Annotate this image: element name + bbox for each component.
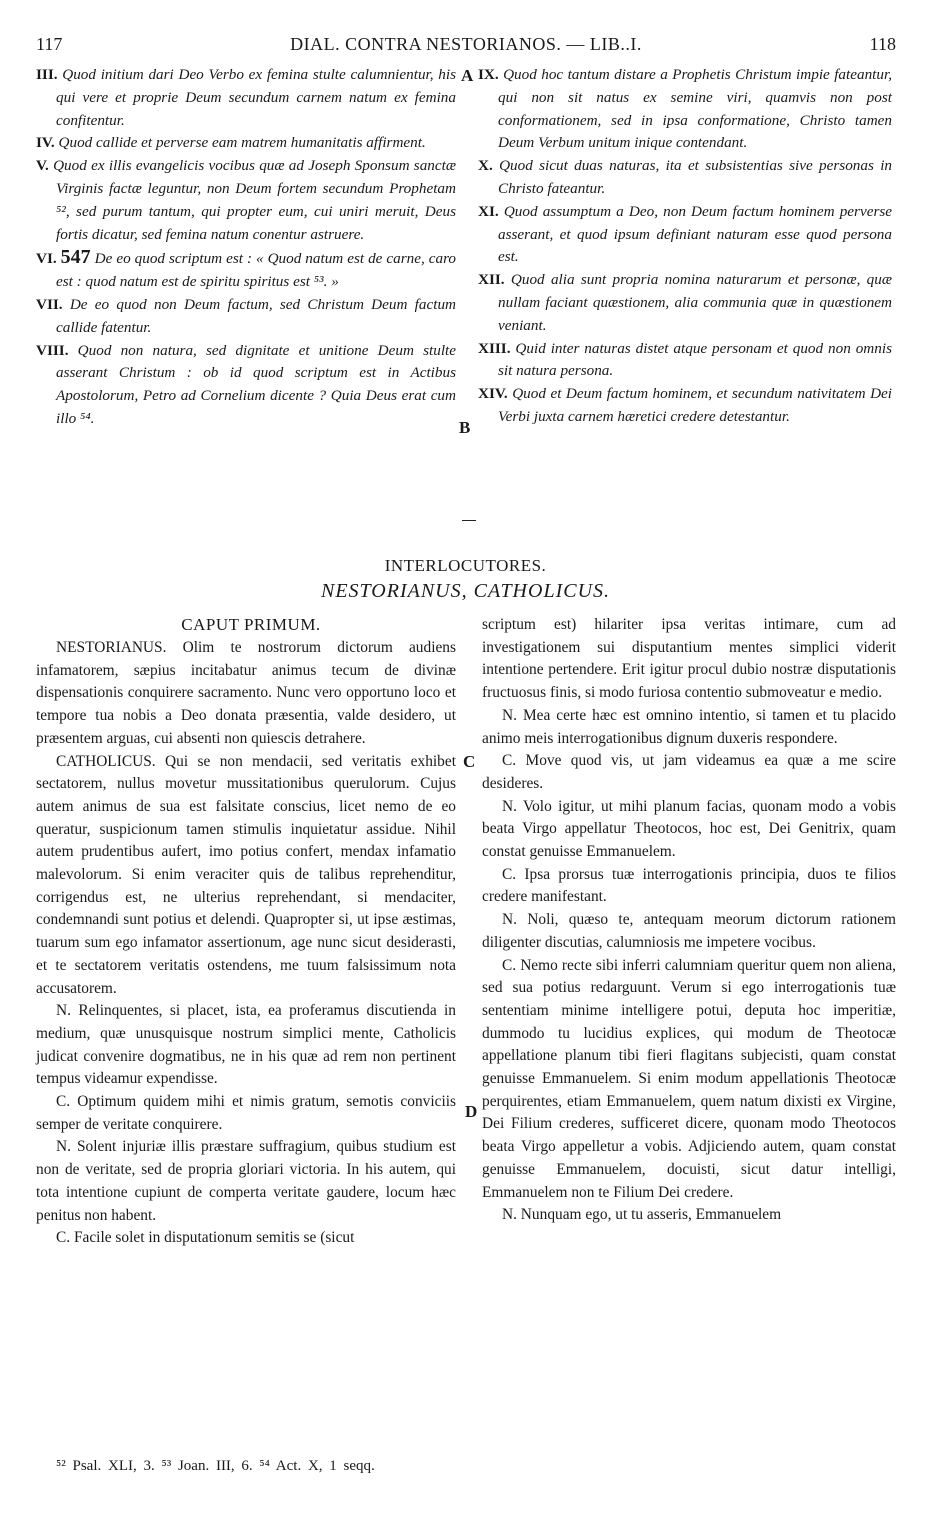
dialogue-paragraph: scriptum est) hilariter ipsa veritas intimare, cum ad investigationem sui disputantium mentes simplici viderit intentione pertendere. Erit igitur procul dubio nostræ disputationis fructuosus finis, si modo furiosa contentio submoveatur e medio. (482, 616, 896, 702)
margin-letter-c: C (463, 752, 476, 771)
chapter-entry (478, 64, 892, 155)
chapter-text: De eo quod non Deum factum, sed Christum Deum factum callide fatentur. (56, 295, 457, 336)
chapter-number: IV. (36, 134, 55, 152)
margin-letter-d: D (465, 1102, 478, 1121)
chapter-text: Quod sicut duas naturas, ita et subsistentias sive personas in Christo fateantur. (498, 157, 893, 197)
chapter-entry (478, 201, 892, 269)
chapter-entry (36, 340, 456, 431)
chapter-text: Quod hoc tantum distare a Prophetis Christum impie fateantur, qui non sit natus ex semine viri, quamvis non post conformationem, sed in ipsa conformatione, Christo tamen Deum Verbum unitum inique contendant. (498, 66, 892, 152)
dialogue-paragraph: C. Move quod vis, ut jam videamus ea quæ a me scire desideres. (482, 752, 896, 792)
chapter-entry (36, 246, 456, 294)
chapter-entry (36, 155, 456, 246)
page-number-left: 117 (36, 34, 63, 54)
chapter-number: VI. (36, 250, 57, 268)
dialogue-paragraph: N. Solent injuriæ illis præstare suffragium, quibus studium est non de veritate, sed de propria gloriari victoria. In his autem, qui tota intentione cupiunt de comperta veritate gaudere, locum hæc penitus non habent. (36, 1138, 456, 1224)
chapter-number: III. (36, 66, 58, 83)
chapter-number: XI. (478, 202, 499, 220)
chapter-entry (478, 383, 892, 429)
chapter-entry (478, 155, 892, 201)
chapter-text: Quod ex illis evangelicis vocibus quæ ad Joseph Sponsum sanctæ Virginis factæ leguntur, non Deum fortem secundum Prophetam ⁵², sed purum tantum, qui propter eum, cui uniri meruit, Deus fortis dicatur, sed femina natum conentur astruere. (53, 157, 456, 243)
dialogue-paragraph: NESTORIANUS. Olim te nostrorum dictorum audiens infamatorem, sæpius incitabatur animus tecum de divinæ dispensationis conquirere sacramento. Nunc vero opportuno loco et tempore tua nobis a Deo donata præsentia, valde desidero, ut præsentem arguas, cui absenti non quiescis detrahere. (36, 639, 456, 747)
dialogue-paragraph: N. Mea certe hæc est omnino intentio, si tamen et tu placido animo meis interrogationibus dignum duxeris respondere. (482, 706, 896, 747)
running-head (36, 34, 896, 58)
chapter-entry (36, 132, 456, 155)
chapter-number: XIV. (478, 385, 508, 403)
body-column-left (36, 614, 456, 1250)
chapter-entry (478, 269, 892, 337)
chapter-list-left (36, 64, 456, 431)
chapter-number: X. (478, 157, 493, 175)
chapter-heading: CAPUT PRIMUM. (181, 615, 321, 634)
chapter-text: Quid inter naturas distet atque personam et quod non omnis sit natura persona. (498, 339, 892, 380)
chapter-text: De eo quod scriptum est : « Quod natum est de carne, caro est : quod natum est de spiritu spiritus est ⁵³. » (56, 250, 457, 291)
chapter-text: Quod initium dari Deo Verbo ex femina stulte calumnientur, his qui vere et proprie Deum secundum carnem natum ex femina confitentur. (56, 66, 456, 129)
dialogue-paragraph: C. Nemo recte sibi inferri calumniam queritur quem non aliena, sed sua potius redarguunt. Verum si ego interrogationis tuæ sententiam minime intelligere potui, deputa hoc imperitiæ, dummodo tu lucidius explices, qui modum de Theotocæ appellatione planum tibi fieri flagitans subjecisti, quam constat genuisse Emmanuelem. Si enim modum appellationis Theotocæ perquirentes, etiam Emmanuelem, quem natum dixisti ex Virgine, Dei Filium crederes, sufficeret dicere, quonam modo Theotocos beata Virgo appelletur a vobis. Adjiciendo autem, quam constat genuisse Emmanuelem, docuisti, sicut datur intelligi, Emmanuelem non te Filium Dei credere. (482, 956, 896, 1201)
chapter-text: Quod callide et perverse eam matrem humanitatis affirment. (58, 134, 426, 152)
page-number-right: 118 (869, 34, 896, 54)
chapter-entry (36, 64, 456, 132)
speakers-heading: NESTORIANUS, CATHOLICUS. (320, 580, 611, 602)
margin-letter-a: A (461, 66, 474, 85)
chapter-entry (478, 338, 892, 384)
chapter-number: VIII. (36, 341, 69, 359)
dialogue-paragraph: N. Relinquentes, si placet, ista, ea proferamus discutienda in medium, quæ unusquisque nostrum simplici mente, Catholicis judicat convenire dogmatibus, ne in his quæ ad rem non pertinent tempus videamur expendisse. (36, 1002, 456, 1088)
column-number: 547 (60, 246, 91, 269)
dialogue-paragraph: N. Nunquam ego, ut tu asseris, Emmanuelem (502, 1206, 782, 1224)
chapter-text: Quod assumptum a Deo, non Deum factum hominem perverse asserant, et quod ipsum definiant naturam esse quod persona est. (498, 202, 893, 266)
dialogue-paragraph: N. Noli, quæso te, antequam meorum dictorum rationem diligenter discutias, calumniosis me impetere vocibus. (482, 911, 896, 951)
dialogue-paragraph: N. Volo igitur, ut mihi planum facias, quonam modo a vobis beata Virgo appellatur Theotocos, hoc est, Dei Genitrix, quam constat genuisse Emmanuelem. (482, 797, 896, 861)
chapter-number: XII. (478, 271, 505, 289)
chapter-number: XIII. (478, 339, 511, 357)
section-divider (462, 520, 476, 521)
chapter-list-right (478, 64, 892, 429)
dialogue-paragraph: C. Optimum quidem mihi et nimis gratum, semotis conviciis semper de veritate conquirere. (36, 1093, 456, 1133)
footnotes: ⁵² Psal. XLI, 3. ⁵³ Joan. III, 6. ⁵⁴ Act. X, 1 seqq. (56, 1458, 375, 1474)
chapter-number: V. (36, 157, 49, 175)
chapter-text: Quod et Deum factum hominem, et secundum nativitatem Dei Verbi juxta carnem hæretici credere detestantur. (498, 385, 893, 425)
running-title: DIAL. CONTRA NESTORIANOS. — LIB..I. (290, 34, 642, 54)
dialogue-paragraph: CATHOLICUS. Qui se non mendacii, sed veritatis exhibet sectatorem, nullus movetur mussitationibus querulorum. Cujus autem animus de sua est falsitate conscius, licet nemo de eo queratur, suspicionum tamen stimulis inquietatur assidue. Nihil autem prudentibus aufert, imo potius confert, mendax infamatio malevolorum. Si enim veraciter quis de talibus reprehenditur, corrigendus est, ne ulterius reprehendant, si mendaciter, condemnandi sunt potius et delendi. Quapropter si, ut ipse æstimas, tuarum sum ego infamator assertionum, age nunc sicut desiderasti, et te sectatorem veritatis ostendens, me tuum falsissimum nota accusatorem. (36, 752, 456, 997)
chapter-text: Quod non natura, sed dignitate et unitione Deum stulte asserant Christum : ob id quod scriptum est in Actibus Apostolorum, Petro ad Cornelium dicente ? Quia Deus erat cum illo ⁵⁴. (56, 341, 457, 427)
chapter-text: Quod alia sunt propria nomina naturarum et personæ, quæ nullam faciant quæstionem, alia communia quæ in quæstionem veniant. (498, 271, 892, 334)
body-column-right (482, 614, 896, 1227)
chapter-number: VII. (36, 295, 63, 313)
chapter-entry (36, 294, 456, 340)
dialogue-paragraph: C. Ipsa prorsus tuæ interrogationis principia, duos te filios credere manifestant. (482, 865, 896, 906)
margin-letter-b: B (459, 418, 471, 437)
dialogue-paragraph: C. Facile solet in disputationum semitis se (sicut (56, 1229, 355, 1247)
chapter-number: IX. (478, 66, 499, 83)
interlocutores-heading: INTERLOCUTORES. (384, 556, 547, 575)
